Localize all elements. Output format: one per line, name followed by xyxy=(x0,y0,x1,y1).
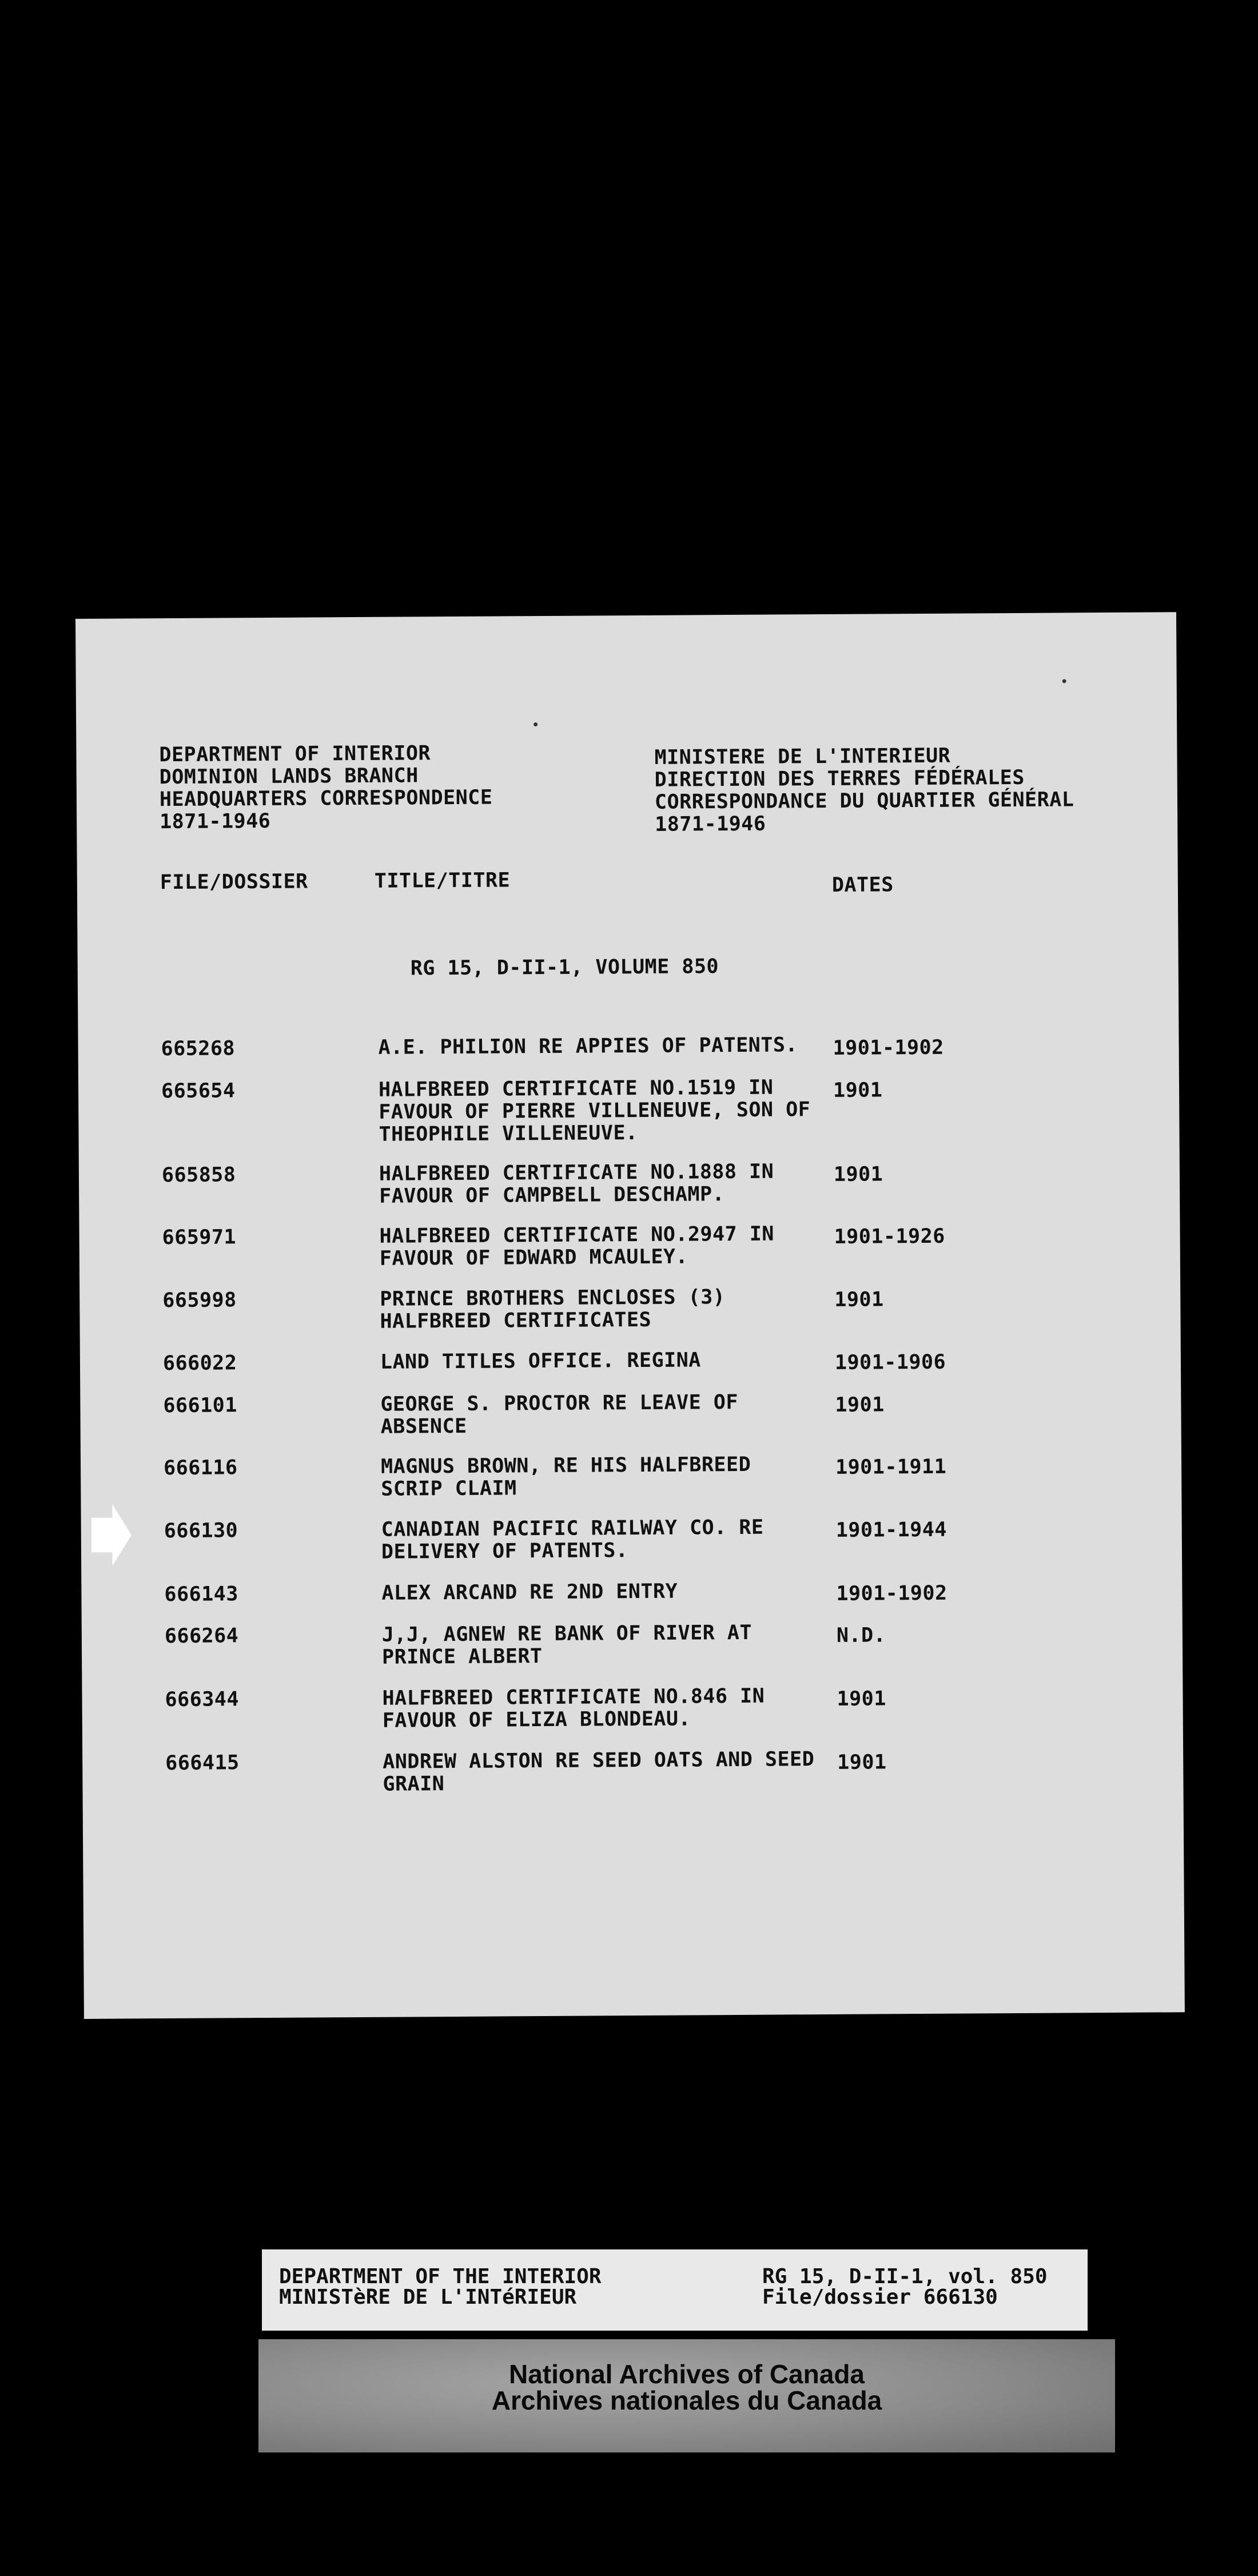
file-number: 666344 xyxy=(165,1688,240,1712)
list-item xyxy=(164,1452,1136,1520)
list-item xyxy=(162,1159,1134,1227)
volume-reference: RG 15, D-II-1, VOLUME 850 xyxy=(410,955,719,980)
file-dates: 1901-1902 xyxy=(836,1581,948,1605)
archives-banner xyxy=(258,2339,1115,2452)
list-item xyxy=(165,1620,1137,1688)
file-title: MAGNUS BROWN, RE HIS HALFBREED SCRIP CLAIM xyxy=(380,1453,751,1501)
file-title: ANDREW ALSTON RE SEED OATS AND SEED GRAIN xyxy=(383,1748,815,1796)
document-page xyxy=(75,612,1185,2019)
column-dates-header: DATES xyxy=(831,873,894,897)
list-item xyxy=(162,1284,1135,1353)
archives-name-english: National Archives of Canada xyxy=(508,2359,865,2389)
file-list xyxy=(161,1032,1133,1796)
file-number: 666143 xyxy=(164,1583,238,1607)
file-number: 666415 xyxy=(165,1751,240,1775)
file-number: 665998 xyxy=(162,1289,237,1313)
file-dates: 1901 xyxy=(834,1288,884,1311)
file-number: 666022 xyxy=(162,1351,237,1376)
file-number: 666116 xyxy=(163,1456,238,1480)
file-title: HALFBREED CERTIFICATE NO.846 IN FAVOUR OF ELIZA BLONDEAU. xyxy=(382,1684,765,1732)
list-item xyxy=(162,1221,1134,1290)
file-title: HALFBREED CERTIFICATE NO.2947 IN FAVOUR OF EDWARD MCAULEY. xyxy=(379,1222,775,1270)
header-english: DEPARTMENT OF INTERIOR DOMINION LANDS BRANCH HEADQUARTERS CORRESPONDENCE 1871-1946 xyxy=(159,742,493,834)
file-dates: 1901-1902 xyxy=(833,1036,944,1060)
column-title-header: TITLE/TITRE xyxy=(374,869,511,893)
file-title: PRINCE BROTHERS ENCLOSES (3) HALFBREED CERTIFICATES xyxy=(380,1286,726,1333)
list-item xyxy=(164,1514,1137,1583)
file-dates: 1901 xyxy=(837,1687,886,1711)
file-number: 665268 xyxy=(161,1037,236,1061)
archives-name-french: Archives nationales du Canada xyxy=(491,2386,882,2415)
file-title: HALFBREED CERTIFICATE NO.1888 IN FAVOUR OF CAMPBELL DESCHAMP. xyxy=(379,1160,774,1208)
file-title: LAND TITLES OFFICE. REGINA xyxy=(380,1349,701,1374)
microfilm-label xyxy=(262,2249,1088,2331)
file-dates: 1901-1906 xyxy=(834,1350,946,1374)
list-item xyxy=(165,1683,1137,1752)
file-number: 666101 xyxy=(163,1394,237,1418)
file-number: 666130 xyxy=(164,1519,238,1543)
header-french: MINISTERE DE L'INTERIEUR DIRECTION DES TERRES FÉDÉRALES CORRESPONDANCE DU QUARTIER GÉNÉRAL 1871-1946 xyxy=(654,744,1074,836)
file-dates: 1901 xyxy=(833,1163,883,1186)
file-title: J,J, AGNEW RE BANK OF RIVER AT PRINCE ALBERT xyxy=(381,1621,753,1669)
file-dates: 1901 xyxy=(833,1079,883,1102)
list-item xyxy=(161,1075,1134,1146)
file-dates: 1901 xyxy=(835,1393,885,1417)
file-title: GEORGE S. PROCTOR RE LEAVE OF ABSENCE xyxy=(380,1390,739,1438)
file-number: 666264 xyxy=(164,1624,239,1648)
file-number: 665858 xyxy=(161,1163,236,1187)
file-dates: 1901-1911 xyxy=(835,1455,947,1479)
file-dates: 1901-1926 xyxy=(834,1225,945,1249)
column-file-header: FILE/DOSSIER xyxy=(160,870,308,895)
list-item xyxy=(165,1747,1138,1815)
file-title: HALFBREED CERTIFICATE NO.1519 IN FAVOUR OF PIERRE VILLENEUVE, SON OF THEOPHILE VILLENEUVE. xyxy=(378,1076,811,1146)
label-department: DEPARTMENT OF THE INTERIOR MINISTèRE DE L'INTéRIEUR xyxy=(279,2265,602,2309)
file-title: ALEX ARCAND RE 2ND ENTRY xyxy=(381,1580,678,1605)
speck xyxy=(1062,679,1066,683)
file-dates: 1901 xyxy=(837,1751,887,1774)
file-title: CANADIAN PACIFIC RAILWAY CO. RE DELIVERY OF PATENTS. xyxy=(381,1516,764,1564)
speck xyxy=(534,722,538,726)
label-file-reference: RG 15, D-II-1, vol. 850 File/dossier 666130 xyxy=(762,2265,1048,2309)
file-dates: N.D. xyxy=(836,1624,886,1647)
file-number: 665971 xyxy=(162,1226,237,1250)
file-title: A.E. PHILION RE APPIES OF PATENTS. xyxy=(378,1033,798,1059)
file-number: 665654 xyxy=(161,1079,236,1103)
file-dates: 1901-1944 xyxy=(835,1518,948,1542)
list-item xyxy=(163,1389,1136,1458)
